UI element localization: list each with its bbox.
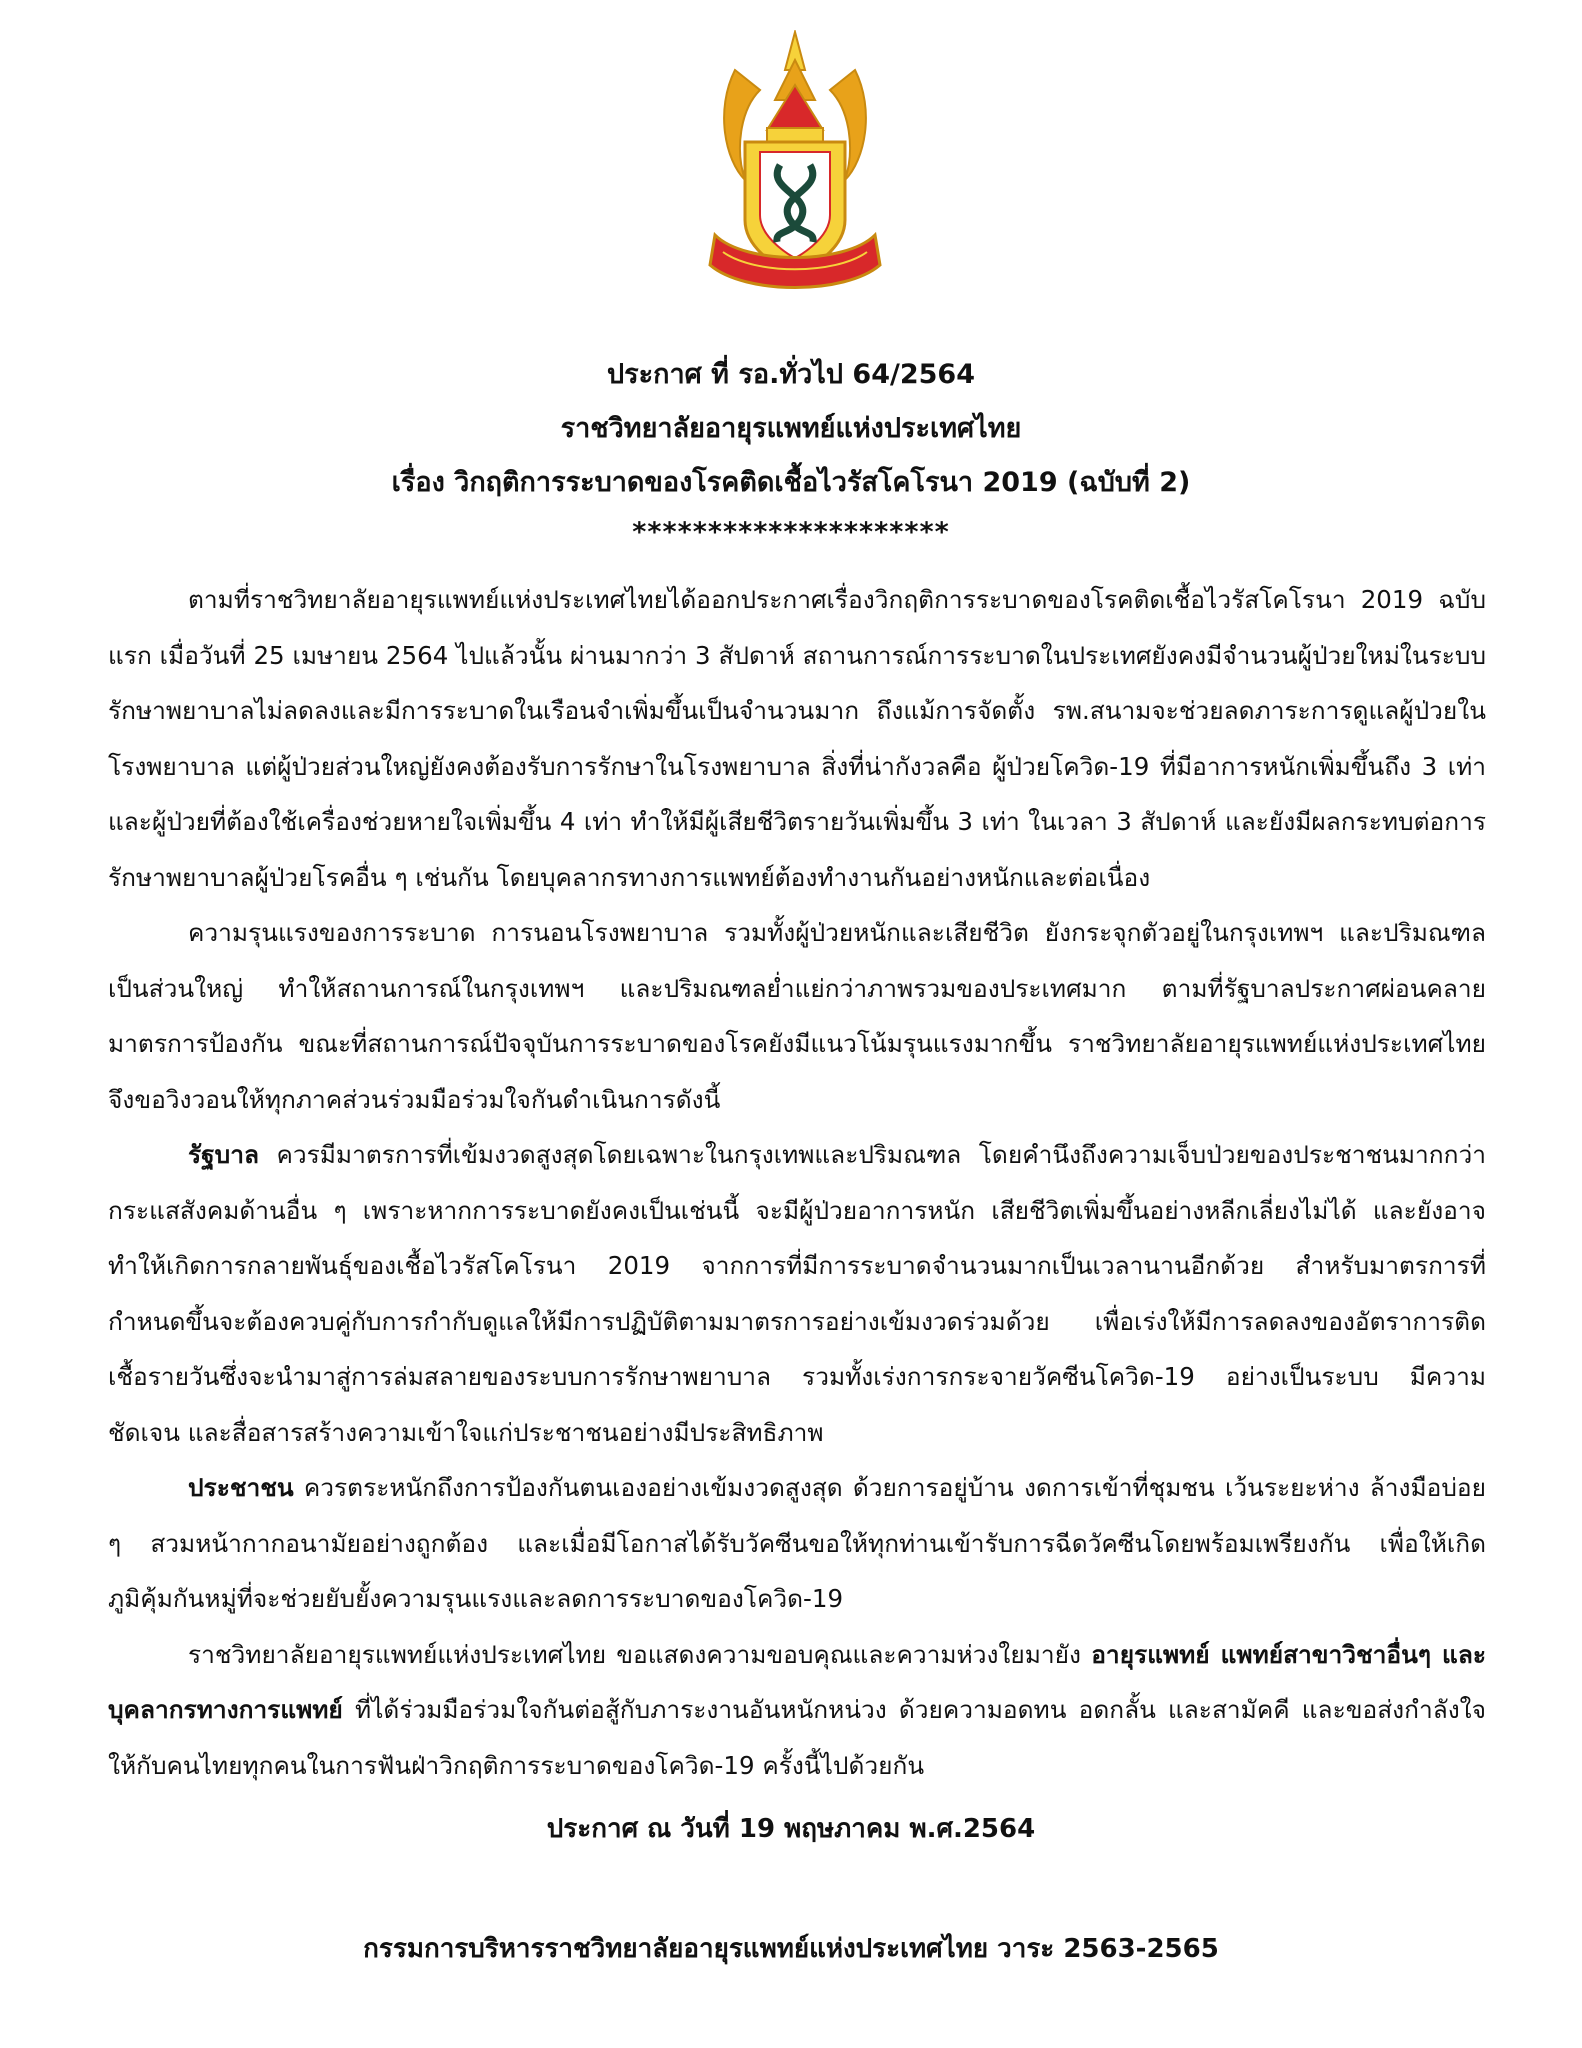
paragraph-public <box>108 1460 1486 1627</box>
paragraph-government <box>108 1127 1486 1460</box>
paragraph-thanks <box>108 1627 1486 1794</box>
announcement-number: ประกาศ ที่ รอ.ทั่วไป 64/2564 <box>606 359 976 390</box>
royal-college-seal <box>705 30 885 300</box>
public-text: ควรตระหนักถึงการป้องกันตนเองอย่างเข้มงวดสูงสุด ด้วยการอยู่บ้าน งดการเข้าที่ชุมชน เว้นระยะห่าง ล้างมือบ่อย ๆ สวมหน้ากากอนามัยอย่างถูกต้อง และเมื่อมีโอกาสได้รับวัคซีนขอให้ทุกท่านเข้ารับการฉีดวัคซีนโดยพร้อมเพรียงกัน เพื่อให้เกิดภูมิคุ้มกันหมู่ที่จะช่วยยับยั้งความรุนแรงและลดการระบาดของโควิด-19 <box>108 1473 1486 1613</box>
thanks-text-end: ที่ได้ร่วมมือร่วมใจกันต่อสู้กับภาระงานอันหนักหน่วง ด้วยความอดทน อดกลั้น และสามัคคี และขอส่งกำลังใจให้กับคนไทยทุกคนในการฟันฝ่าวิกฤติการระบาดของโควิด-19 ครั้งนี้ไปด้วยกัน <box>108 1695 1486 1780</box>
announcement-subject: เรื่อง วิกฤติการระบาดของโรคติดเชื้อไวรัสโคโรนา 2019 (ฉบับที่ 2) <box>391 467 1191 498</box>
announcement-body <box>108 572 1486 1793</box>
paragraph-2: ความรุนแรงของการระบาด การนอนโรงพยาบาล รวมทั้งผู้ป่วยหนักและเสียชีวิต ยังกระจุกตัวอยู่ในกรุงเทพฯ และปริมณฑลเป็นส่วนใหญ่ ทำให้สถานการณ์ในกรุงเทพฯ และปริมณฑลย่ำแย่กว่าภาพรวมของประเทศมาก ตามที่รัฐบาลประกาศผ่อนคลายมาตรการป้องกัน ขณะที่สถานการณ์ปัจจุบันการระบาดของโรคยังมีแนวโน้มรุนแรงมากขึ้น ราชวิทยาลัยอายุรแพทย์แห่งประเทศไทย จึงขอวิงวอนให้ทุกภาคส่วนร่วมมือร่วมใจกันดำเนินการดังนี้ <box>108 918 1486 1114</box>
thanks-recipients: อายุรแพทย์ แพทย์สาขาวิชาอื่นๆ และบุคลากรทางการแพทย์ <box>108 1639 1486 1724</box>
separator: ********************* <box>632 517 950 548</box>
announcement-date: ประกาศ ณ วันที่ 19 พฤษภาคม พ.ศ.2564 <box>546 1814 1036 1844</box>
thanks-text-start: ราชวิทยาลัยอายุรแพทย์แห่งประเทศไทย ขอแสดงความขอบคุณและความห่วงใยมายัง <box>188 1639 1092 1669</box>
signature-line: กรรมการบริหารราชวิทยาลัยอายุรแพทย์แห่งประเทศไทย วาระ 2563-2565 <box>363 1934 1219 1964</box>
paragraph-1: ตามที่ราชวิทยาลัยอายุรแพทย์แห่งประเทศไทยได้ออกประกาศเรื่องวิกฤติการระบาดของโรคติดเชื้อไวรัสโคโรนา 2019 ฉบับแรก เมื่อวันที่ 25 เมษายน 2564 ไปแล้วนั้น ผ่านมากว่า 3 สัปดาห์ สถานการณ์การระบาดในประเทศยังคงมีจำนวนผู้ป่วยใหม่ในระบบรักษาพยาบาลไม่ลดลงและมีการระบาดในเรือนจำเพิ่มขึ้นเป็นจำนวนมาก ถึงแม้การจัดตั้ง รพ.สนามจะช่วยลดภาระการดูแลผู้ป่วยในโรงพยาบาล แต่ผู้ป่วยส่วนใหญ่ยังคงต้องรับการรักษาในโรงพยาบาล สิ่งที่น่ากังวลคือ ผู้ป่วยโควิด-19 ที่มีอาการหนักเพิ่มขึ้นถึง 3 เท่า และผู้ป่วยที่ต้องใช้เครื่องช่วยหายใจเพิ่มขึ้น 4 เท่า ทำให้มีผู้เสียชีวิตรายวันเพิ่มขึ้น 3 เท่า ในเวลา 3 สัปดาห์ และยังมีผลกระทบต่อการรักษาพยาบาลผู้ป่วยโรคอื่น ๆ เช่นกัน โดยบุคลากรทางการแพทย์ต้องทำงานกันอย่างหนักและต่อเนื่อง <box>108 585 1486 892</box>
government-text: ควรมีมาตรการที่เข้มงวดสูงสุดโดยเฉพาะในกรุงเทพและปริมณฑล โดยคำนึงถึงความเจ็บป่วยของประชาชนมากกว่ากระแสสังคมด้านอื่น ๆ เพราะหากการระบาดยังคงเป็นเช่นนี้ จะมีผู้ป่วยอาการหนัก เสียชีวิตเพิ่มขึ้นอย่างหลีกเลี่ยงไม่ได้ และยังอาจทำให้เกิดการกลายพันธุ์ของเชื้อไวรัสโคโรนา 2019 จากการที่มีการระบาดจำนวนมากเป็นเวลานานอีกด้วย สำหรับมาตรการที่กำหนดขึ้นจะต้องควบคู่กับการกำกับดูแลให้มีการปฏิบัติตามมาตรการอย่างเข้มงวดร่วมด้วย เพื่อเร่งให้มีการลดลงของอัตราการติดเชื้อรายวันซึ่งจะนำมาสู่การล่มสลายของระบบการรักษาพยาบาล รวมทั้งเร่งการกระจายวัคซีนโควิด-19 อย่างเป็นระบบ มีความชัดเจน และสื่อสารสร้างความเข้าใจแก่ประชาชนอย่างมีประสิทธิภาพ <box>108 1140 1486 1447</box>
government-label: รัฐบาล <box>188 1140 259 1169</box>
organization-name: ราชวิทยาลัยอายุรแพทย์แห่งประเทศไทย <box>560 413 1022 444</box>
public-label: ประชาชน <box>188 1473 294 1502</box>
